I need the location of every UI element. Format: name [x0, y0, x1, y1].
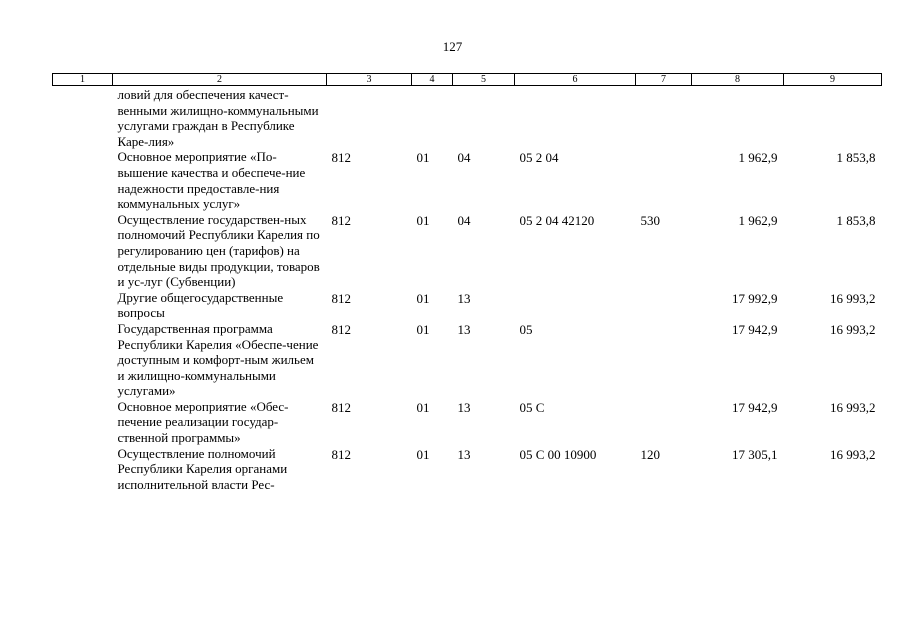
- row-ved: 812: [331, 290, 351, 306]
- row-spacer: [53, 212, 113, 290]
- row-spacer: [53, 86, 113, 150]
- row-rz: 01: [416, 150, 430, 166]
- header-col-2: 2: [113, 74, 327, 86]
- table-row: [53, 321, 882, 399]
- row-name: Другие общегосударственные вопросы: [117, 289, 284, 321]
- row-rz: 01: [416, 321, 430, 337]
- table-row: [53, 446, 882, 493]
- row-csr: 05: [519, 321, 533, 337]
- header-col-9: 9: [784, 74, 882, 86]
- row-sum1: [692, 86, 784, 150]
- row-name: Государственная программа Республики Карелия «Обеспе-чение доступным и комфорт-ным жильем и жилищно-коммунальными услугами»: [117, 320, 319, 399]
- header-col-6: 6: [515, 74, 636, 86]
- header-col-7: 7: [636, 74, 692, 86]
- row-ved: [327, 86, 412, 150]
- table-row: [53, 86, 882, 150]
- row-name: Осуществление полномочий Республики Карелия органами исполнительной власти Рес-: [117, 445, 288, 492]
- row-sum1: 17 942,9: [732, 399, 778, 415]
- row-sum2: 1 853,8: [836, 212, 876, 228]
- row-spacer: [53, 399, 113, 446]
- table-row: [53, 399, 882, 446]
- row-vr: [636, 399, 692, 446]
- row-vr: [636, 149, 692, 211]
- row-vr: 120: [640, 446, 660, 462]
- row-ved: 812: [331, 212, 351, 228]
- row-spacer: [53, 290, 113, 321]
- row-csr: 05 2 04 42120: [519, 212, 595, 228]
- page-number: 127: [442, 39, 463, 54]
- header-col-3: 3: [327, 74, 412, 86]
- row-rz: 01: [416, 446, 430, 462]
- row-sum1: 17 992,9: [732, 290, 778, 306]
- row-pr: 04: [457, 150, 471, 166]
- row-rz: 01: [416, 212, 430, 228]
- table-row: [53, 290, 882, 321]
- header-col-1: 1: [53, 74, 113, 86]
- row-rz: 01: [416, 290, 430, 306]
- row-vr: [636, 321, 692, 399]
- row-ved: 812: [331, 399, 351, 415]
- header-col-4: 4: [412, 74, 453, 86]
- row-rz: 01: [416, 399, 430, 415]
- row-csr: 05 С 00 10900: [519, 446, 597, 462]
- row-vr: 530: [640, 212, 660, 228]
- row-pr: 13: [457, 446, 471, 462]
- row-sum2: 16 993,2: [830, 446, 876, 462]
- row-pr: 13: [457, 321, 471, 337]
- row-pr: 04: [457, 212, 471, 228]
- row-sum1: 1 962,9: [738, 212, 778, 228]
- row-sum2: [784, 86, 882, 150]
- row-spacer: [53, 446, 113, 493]
- row-ved: 812: [331, 321, 351, 337]
- row-pr: [453, 86, 515, 150]
- row-sum1: 1 962,9: [738, 150, 778, 166]
- row-sum1: 17 942,9: [732, 321, 778, 337]
- header-row: [53, 74, 882, 86]
- row-name: Основное мероприятие «Обес-печение реализации государ-ственной программы»: [117, 398, 289, 446]
- table-row: [53, 212, 882, 290]
- row-sum2: 16 993,2: [830, 321, 876, 337]
- row-csr: 05 2 04: [519, 150, 559, 166]
- row-sum2: 16 993,2: [830, 399, 876, 415]
- row-ved: 812: [331, 150, 351, 166]
- row-pr: 13: [457, 399, 471, 415]
- row-spacer: [53, 149, 113, 211]
- row-sum1: 17 305,1: [732, 446, 778, 462]
- row-ved: 812: [331, 446, 351, 462]
- row-rz: [412, 86, 453, 150]
- row-name: ловий для обеспечения качест-венными жилищно-коммунальными услугами граждан в Республике Каре-лия»: [117, 87, 319, 149]
- table-header: [53, 74, 882, 86]
- row-spacer: [53, 321, 113, 399]
- row-sum2: 16 993,2: [830, 290, 876, 306]
- table-body: [53, 86, 882, 493]
- row-name: Основное мероприятие «По-вышение качества и обеспече-ние надежности предоставле-ния коммунальных услуг»: [117, 149, 306, 212]
- row-sum2: 1 853,8: [836, 150, 876, 166]
- row-csr: [515, 290, 636, 321]
- header-col-8: 8: [692, 74, 784, 86]
- table-row: [53, 149, 882, 211]
- row-name: Осуществление государствен-ных полномочий Республики Карелия по регулированию цен (тарифов) на отдельные виды продукции, товаров и ус-луг (Субвенции): [117, 211, 320, 290]
- row-vr: [636, 86, 692, 150]
- row-csr: [515, 86, 636, 150]
- row-pr: 13: [457, 290, 471, 306]
- header-col-5: 5: [453, 74, 515, 86]
- row-csr: 05 С: [519, 399, 545, 415]
- budget-table: [52, 73, 882, 492]
- row-vr: [636, 290, 692, 321]
